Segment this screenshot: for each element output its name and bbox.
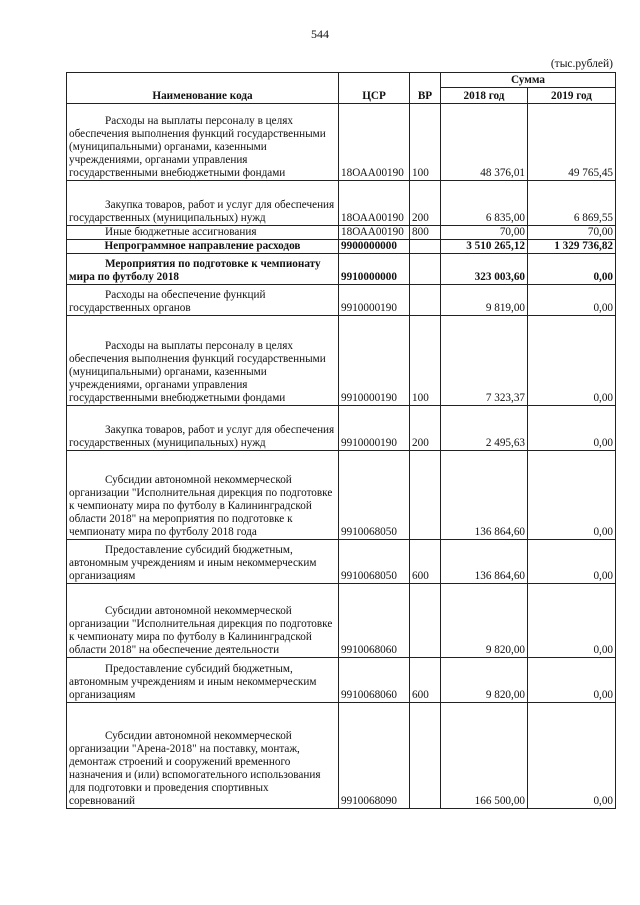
row-name: Закупка товаров, работ и услуг для обеспечения государственных (муниципальных) нужд [67, 181, 339, 226]
table-row [67, 703, 616, 809]
row-vr [410, 285, 441, 316]
row-code: 9910068050 [339, 451, 410, 540]
row-amount-2019: 1 329 736,82 [528, 240, 616, 254]
row-vr [410, 703, 441, 809]
row-vr [410, 451, 441, 540]
row-code: 18ОАА00190 [339, 226, 410, 240]
row-name: Закупка товаров, работ и услуг для обеспечения государственных (муниципальных) нужд [67, 406, 339, 451]
row-code: 18ОАА00190 [339, 104, 410, 181]
row-name: Предоставление субсидий бюджетным, автономным учреждениям и иным некоммерческим организациям [67, 658, 339, 703]
row-name: Предоставление субсидий бюджетным, автономным учреждениям и иным некоммерческим организациям [67, 540, 339, 584]
row-code: 9910000190 [339, 285, 410, 316]
row-amount-2018: 7 323,37 [441, 316, 528, 406]
row-vr [410, 240, 441, 254]
row-vr: 600 [410, 658, 441, 703]
row-amount-2019: 0,00 [528, 703, 616, 809]
header-vr: ВР [410, 73, 441, 104]
row-amount-2018: 136 864,60 [441, 540, 528, 584]
row-vr [410, 254, 441, 285]
row-amount-2019: 49 765,45 [528, 104, 616, 181]
row-name: Расходы на обеспечение функций государственных органов [67, 285, 339, 316]
table-row [67, 451, 616, 540]
table-row [67, 226, 616, 240]
row-vr: 800 [410, 226, 441, 240]
header-name: Наименование кода [67, 73, 339, 104]
row-amount-2018: 166 500,00 [441, 703, 528, 809]
row-code: 9900000000 [339, 240, 410, 254]
row-amount-2018: 70,00 [441, 226, 528, 240]
row-name: Мероприятия по подготовке к чемпионату мира по футболу 2018 [67, 254, 339, 285]
row-vr: 100 [410, 104, 441, 181]
table-row [67, 240, 616, 254]
row-code: 9910000000 [339, 254, 410, 285]
row-name: Расходы на выплаты персоналу в целях обеспечения выполнения функций государственными (муниципальными) органами, казенными учреждениями, органами управления государственными внебюджетными фондами [67, 316, 339, 406]
table-row [67, 584, 616, 658]
row-amount-2018: 9 820,00 [441, 584, 528, 658]
table-row [67, 316, 616, 406]
row-vr: 600 [410, 540, 441, 584]
row-code: 9910068090 [339, 703, 410, 809]
row-name: Непрограммное направление расходов [67, 240, 339, 254]
row-amount-2018: 9 820,00 [441, 658, 528, 703]
row-amount-2019: 0,00 [528, 540, 616, 584]
row-name: Иные бюджетные ассигнования [67, 226, 339, 240]
row-vr: 200 [410, 181, 441, 226]
table-row [67, 406, 616, 451]
row-name: Расходы на выплаты персоналу в целях обеспечения выполнения функций государственными (муниципальными) органами, казенными учреждениями, органами управления государственными внебюджетными фондами [67, 104, 339, 181]
row-amount-2019: 0,00 [528, 316, 616, 406]
table-body [67, 104, 616, 809]
row-amount-2019: 0,00 [528, 451, 616, 540]
row-amount-2018: 3 510 265,12 [441, 240, 528, 254]
row-amount-2019: 0,00 [528, 406, 616, 451]
row-amount-2018: 323 003,60 [441, 254, 528, 285]
row-amount-2019: 0,00 [528, 658, 616, 703]
table-row [67, 658, 616, 703]
row-code: 9910068060 [339, 584, 410, 658]
row-amount-2019: 0,00 [528, 254, 616, 285]
row-name: Субсидии автономной некоммерческой организации "Исполнительная дирекция по подготовке к чемпионату мира по футболу в Калининградской области 2018" на мероприятия по подготовке к чемпионату мира по футболу 2018 года [67, 451, 339, 540]
header-year-2019: 2019 год [528, 88, 616, 104]
budget-table [66, 72, 616, 809]
row-code: 9910000190 [339, 316, 410, 406]
table-row [67, 254, 616, 285]
header-sum: Сумма [441, 73, 616, 88]
row-amount-2018: 136 864,60 [441, 451, 528, 540]
page-number: 544 [311, 27, 329, 41]
table-row [67, 181, 616, 226]
row-vr [410, 584, 441, 658]
table-row [67, 104, 616, 181]
row-amount-2018: 48 376,01 [441, 104, 528, 181]
row-amount-2018: 2 495,63 [441, 406, 528, 451]
row-vr: 200 [410, 406, 441, 451]
table-row [67, 540, 616, 584]
row-name: Субсидии автономной некоммерческой организации "Исполнительная дирекция по подготовке к чемпионату мира по футболу в Калининградской области 2018" на обеспечение деятельности [67, 584, 339, 658]
header-year-2018: 2018 год [441, 88, 528, 104]
row-vr: 100 [410, 316, 441, 406]
row-code: 9910068060 [339, 658, 410, 703]
row-amount-2019: 0,00 [528, 584, 616, 658]
row-amount-2018: 9 819,00 [441, 285, 528, 316]
table-header [67, 73, 616, 104]
header-csr: ЦСР [339, 73, 410, 104]
units-label: (тыс.рублей) [550, 58, 613, 70]
row-amount-2019: 6 869,55 [528, 181, 616, 226]
row-amount-2019: 70,00 [528, 226, 616, 240]
row-code: 18ОАА00190 [339, 181, 410, 226]
row-amount-2018: 6 835,00 [441, 181, 528, 226]
row-code: 9910000190 [339, 406, 410, 451]
row-amount-2019: 0,00 [528, 285, 616, 316]
row-name: Субсидии автономной некоммерческой организации "Арена-2018" на поставку, монтаж, демонтаж строений и сооружений временного назначения и (или) вспомогательного использования для подготовки и проведения спортивных соревнований [67, 703, 339, 809]
table-row [67, 285, 616, 316]
row-code: 9910068050 [339, 540, 410, 584]
